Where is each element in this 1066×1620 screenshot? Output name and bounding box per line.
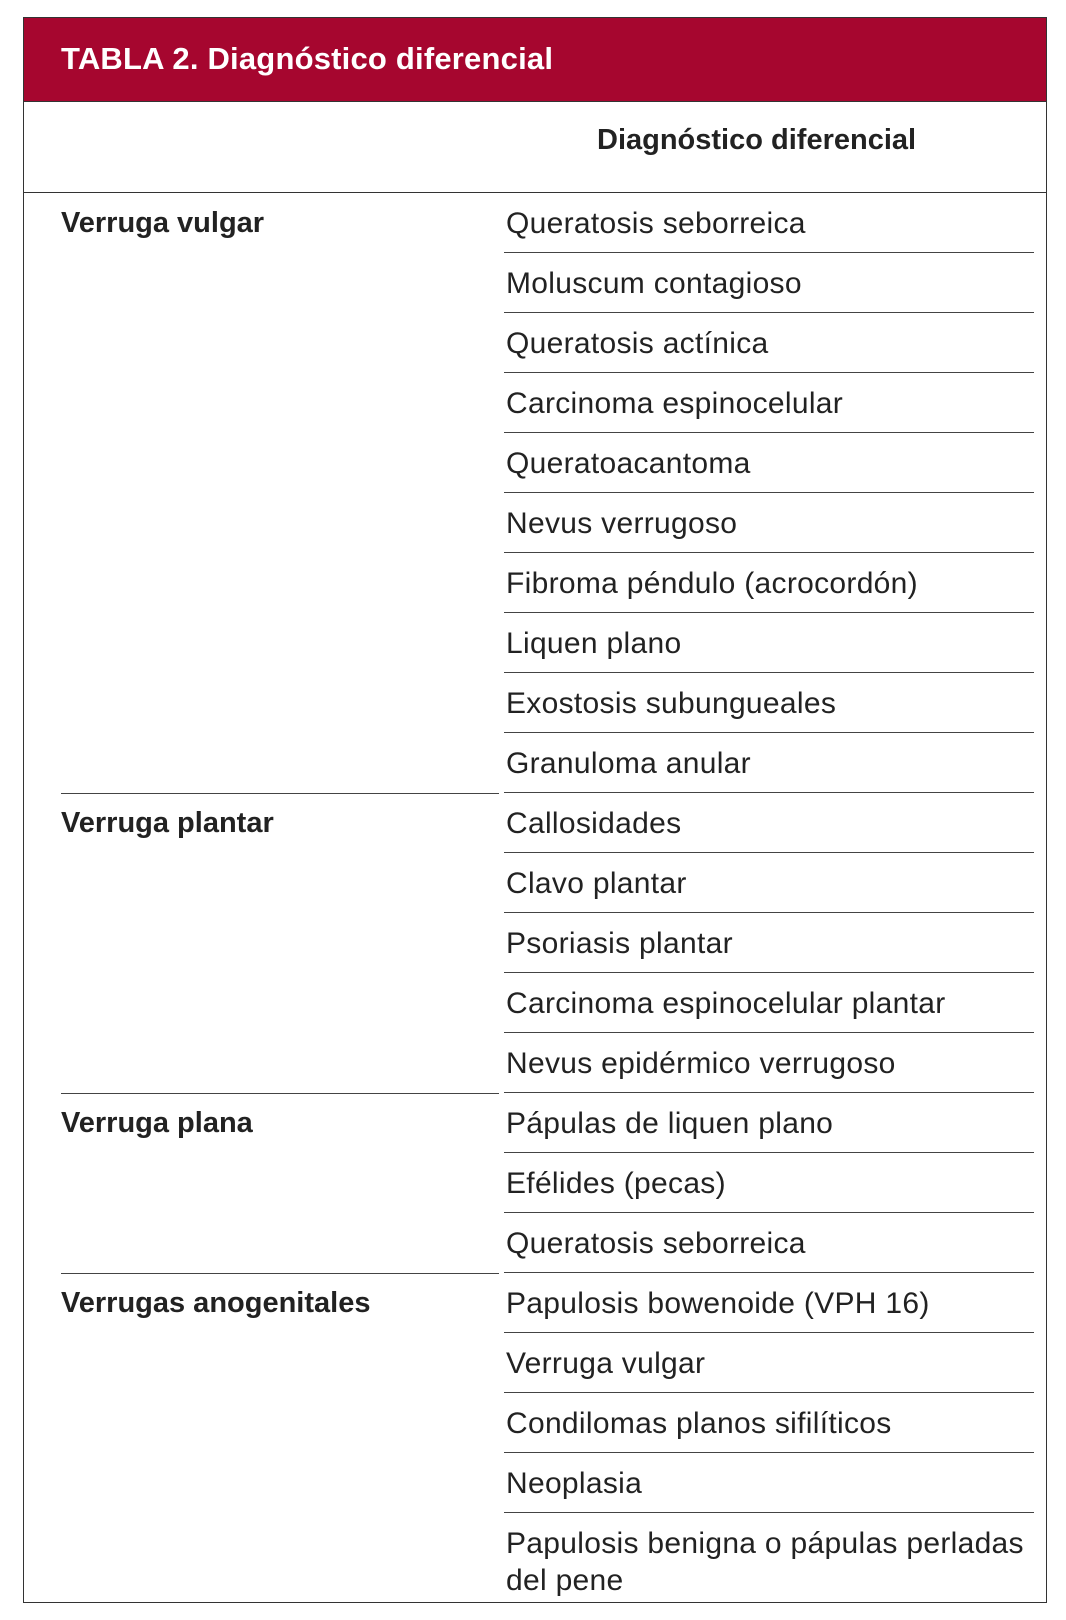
- list-item: Clavo plantar: [504, 853, 1034, 913]
- list-item: Granuloma anular: [504, 733, 1034, 793]
- table-title: TABLA 2. Diagnóstico diferencial: [61, 41, 554, 76]
- group-label: Verruga plantar: [61, 807, 274, 839]
- list-item: Psoriasis plantar: [504, 913, 1034, 973]
- list-item: Fibroma péndulo (acrocordón): [504, 553, 1034, 613]
- group-label: Verrugas anogenitales: [61, 1287, 371, 1319]
- list-item: Exostosis subungueales: [504, 673, 1034, 733]
- list-item: Neoplasia: [504, 1453, 1034, 1513]
- list-item: Nevus verrugoso: [504, 493, 1034, 553]
- group-label: Verruga vulgar: [61, 207, 265, 239]
- list-item: Papulosis benigna o pápulas perladas del pene: [506, 1527, 1024, 1597]
- table-frame: [23, 17, 1047, 1603]
- group-verrugas-anogenitales: [24, 1273, 1046, 1603]
- group-verruga-plantar: [24, 793, 1046, 1093]
- list-item: Efélides (pecas): [504, 1153, 1034, 1213]
- table-title-bar: [24, 18, 1046, 102]
- list-item: Queratosis seborreica: [504, 193, 1034, 253]
- list-item: Papulosis bowenoide (VPH 16): [504, 1273, 1034, 1333]
- column-header: Diagnóstico diferencial: [597, 124, 917, 156]
- list-item: Queratosis actínica: [504, 313, 1034, 373]
- list-item: Moluscum contagioso: [504, 253, 1034, 313]
- list-item: Nevus epidérmico verrugoso: [504, 1033, 1034, 1093]
- diagnosis-list: [504, 793, 1034, 1093]
- list-item: Callosidades: [504, 793, 1034, 853]
- list-item: Liquen plano: [504, 613, 1034, 673]
- list-item: Queratosis seborreica: [504, 1213, 1034, 1273]
- list-item: Carcinoma espinocelular: [504, 373, 1034, 433]
- column-header-row: [24, 102, 1046, 193]
- list-item: Carcinoma espinocelular plantar: [504, 973, 1034, 1033]
- diagnosis-list: [504, 193, 1034, 793]
- list-item: Pápulas de liquen plano: [504, 1093, 1034, 1153]
- list-item: Queratoacantoma: [504, 433, 1034, 493]
- diagnosis-list: [504, 1093, 1034, 1273]
- group-verruga-plana: [24, 1093, 1046, 1273]
- list-item: Condilomas planos sifilíticos: [504, 1393, 1034, 1453]
- group-verruga-vulgar: [24, 193, 1046, 780]
- list-item: Verruga vulgar: [504, 1333, 1034, 1393]
- diagnosis-list: [504, 1273, 1034, 1613]
- group-label: Verruga plana: [61, 1107, 253, 1139]
